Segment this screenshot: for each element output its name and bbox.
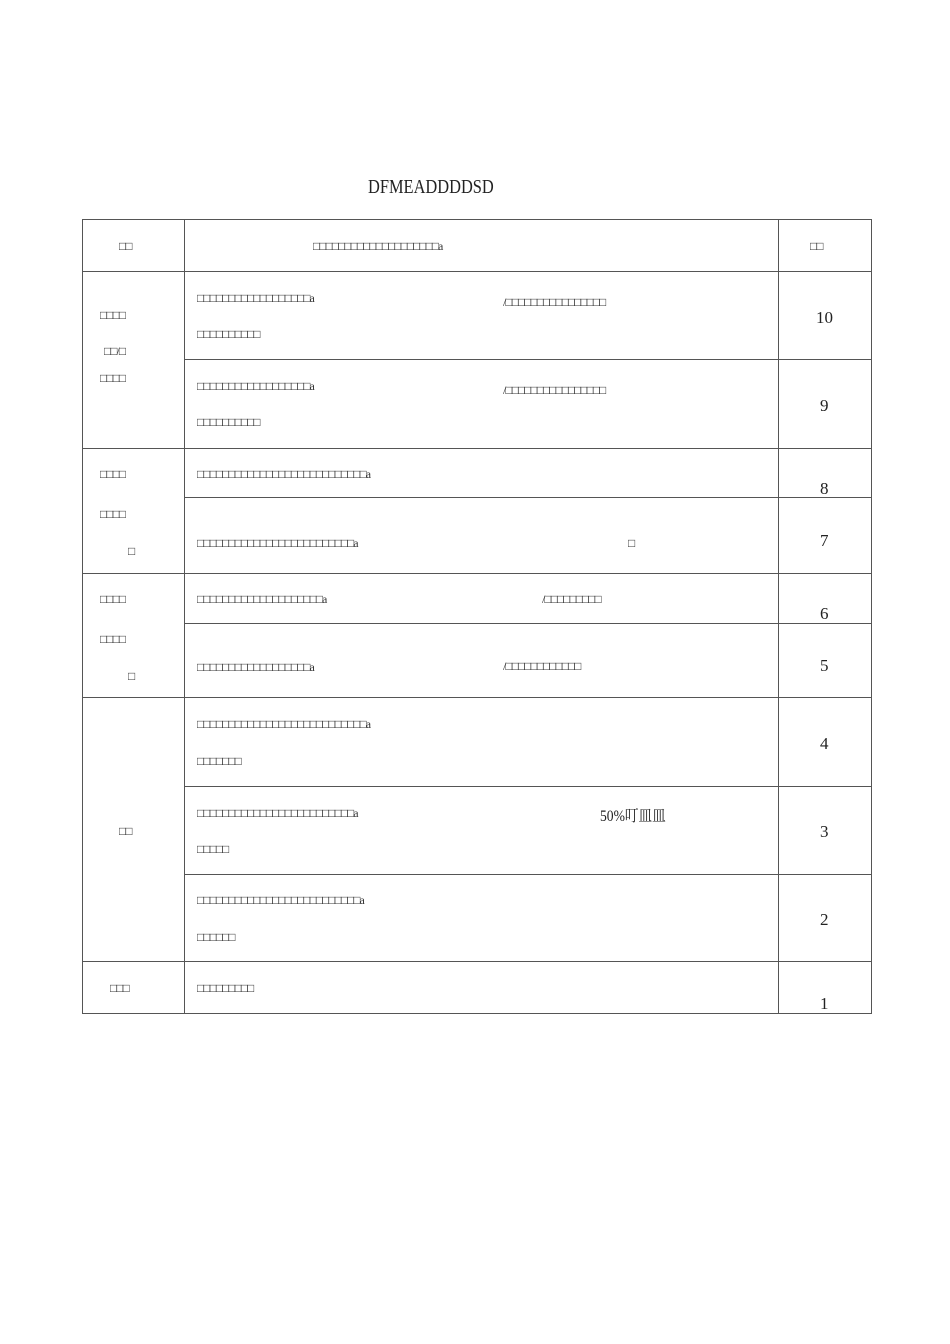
score-value: 2 [820, 910, 829, 929]
row-divider [82, 448, 872, 449]
criteria-text: □□□□□□□□□□□□□□□□□□□□□□□□□a [197, 536, 358, 550]
group-label: □□□□ [100, 592, 125, 606]
group-label: □□/□ [104, 344, 126, 358]
row-divider [82, 697, 872, 698]
group-label: □□□□ [100, 371, 125, 385]
criteria-text: □□□□□□□□□□□□□□□□□□□□□□□□□a [197, 806, 358, 820]
group-label: □□□□ [100, 308, 125, 322]
criteria-text: □ [628, 536, 635, 550]
criteria-text: □□□□□□□□□□□□□□□□□□a [197, 291, 314, 305]
document-title: DFMEADDDDSD [368, 176, 494, 198]
score-value: 6 [820, 604, 829, 623]
score-value: 3 [820, 822, 829, 841]
score-value: 10 [816, 308, 833, 327]
score-value: 8 [820, 479, 829, 498]
group-label: □ [128, 544, 135, 558]
criteria-text: /□□□□□□□□□□□□□□□□ [503, 383, 606, 397]
criteria-text: □□□□□□□□□□□□□□□□□□a [197, 379, 314, 393]
row-divider [82, 573, 872, 574]
header-criteria: □□□□□□□□□□□□□□□□□□□□a [313, 239, 443, 253]
criteria-text: □□□□□□□□□□ [197, 327, 260, 341]
row-divider [184, 359, 872, 360]
group-label: □ [128, 669, 135, 683]
criteria-text: □□□□□ [197, 842, 229, 856]
criteria-text: □□□□□□□□□□ [197, 415, 260, 429]
row-divider [82, 961, 872, 962]
group-label: □□□ [110, 981, 129, 995]
score-value: 7 [820, 531, 829, 550]
criteria-text: □□□□□□ [197, 930, 235, 944]
score-value: 1 [820, 994, 829, 1013]
group-label: □□□□ [100, 467, 125, 481]
criteria-text: /□□□□□□□□□□□□□□□□ [503, 295, 606, 309]
header-category: □□ [119, 239, 132, 253]
header-score: □□ [810, 239, 823, 253]
score-value: 5 [820, 656, 829, 675]
group-label: □□□□ [100, 632, 125, 646]
criteria-text: □□□□□□□□□ [197, 981, 254, 995]
row-divider [184, 786, 872, 787]
column-divider [184, 219, 185, 1014]
score-value: 4 [820, 734, 829, 753]
criteria-text: /□□□□□□□□□ [542, 592, 601, 606]
row-divider [184, 623, 872, 624]
criteria-text: /□□□□□□□□□□□□ [503, 659, 581, 673]
row-divider [184, 874, 872, 875]
score-value: 9 [820, 396, 829, 415]
criteria-text: □□□□□□□□□□□□□□□□□□□□□□□□□□□a [197, 467, 371, 481]
criteria-text: □□□□□□□□□□□□□□□□□□□□□□□□□□a [197, 893, 364, 907]
criteria-text: □□□□□□□□□□□□□□□□□□a [197, 660, 314, 674]
column-divider [778, 219, 779, 1014]
criteria-text: □□□□□□□□□□□□□□□□□□□□a [197, 592, 327, 606]
row-divider [82, 271, 872, 272]
criteria-note: 50%叮皿皿 [600, 808, 666, 825]
row-divider [184, 497, 872, 498]
group-label: □□□□ [100, 507, 125, 521]
group-label: □□ [119, 824, 132, 838]
criteria-text: □□□□□□□ [197, 754, 241, 768]
criteria-text: □□□□□□□□□□□□□□□□□□□□□□□□□□□a [197, 717, 371, 731]
